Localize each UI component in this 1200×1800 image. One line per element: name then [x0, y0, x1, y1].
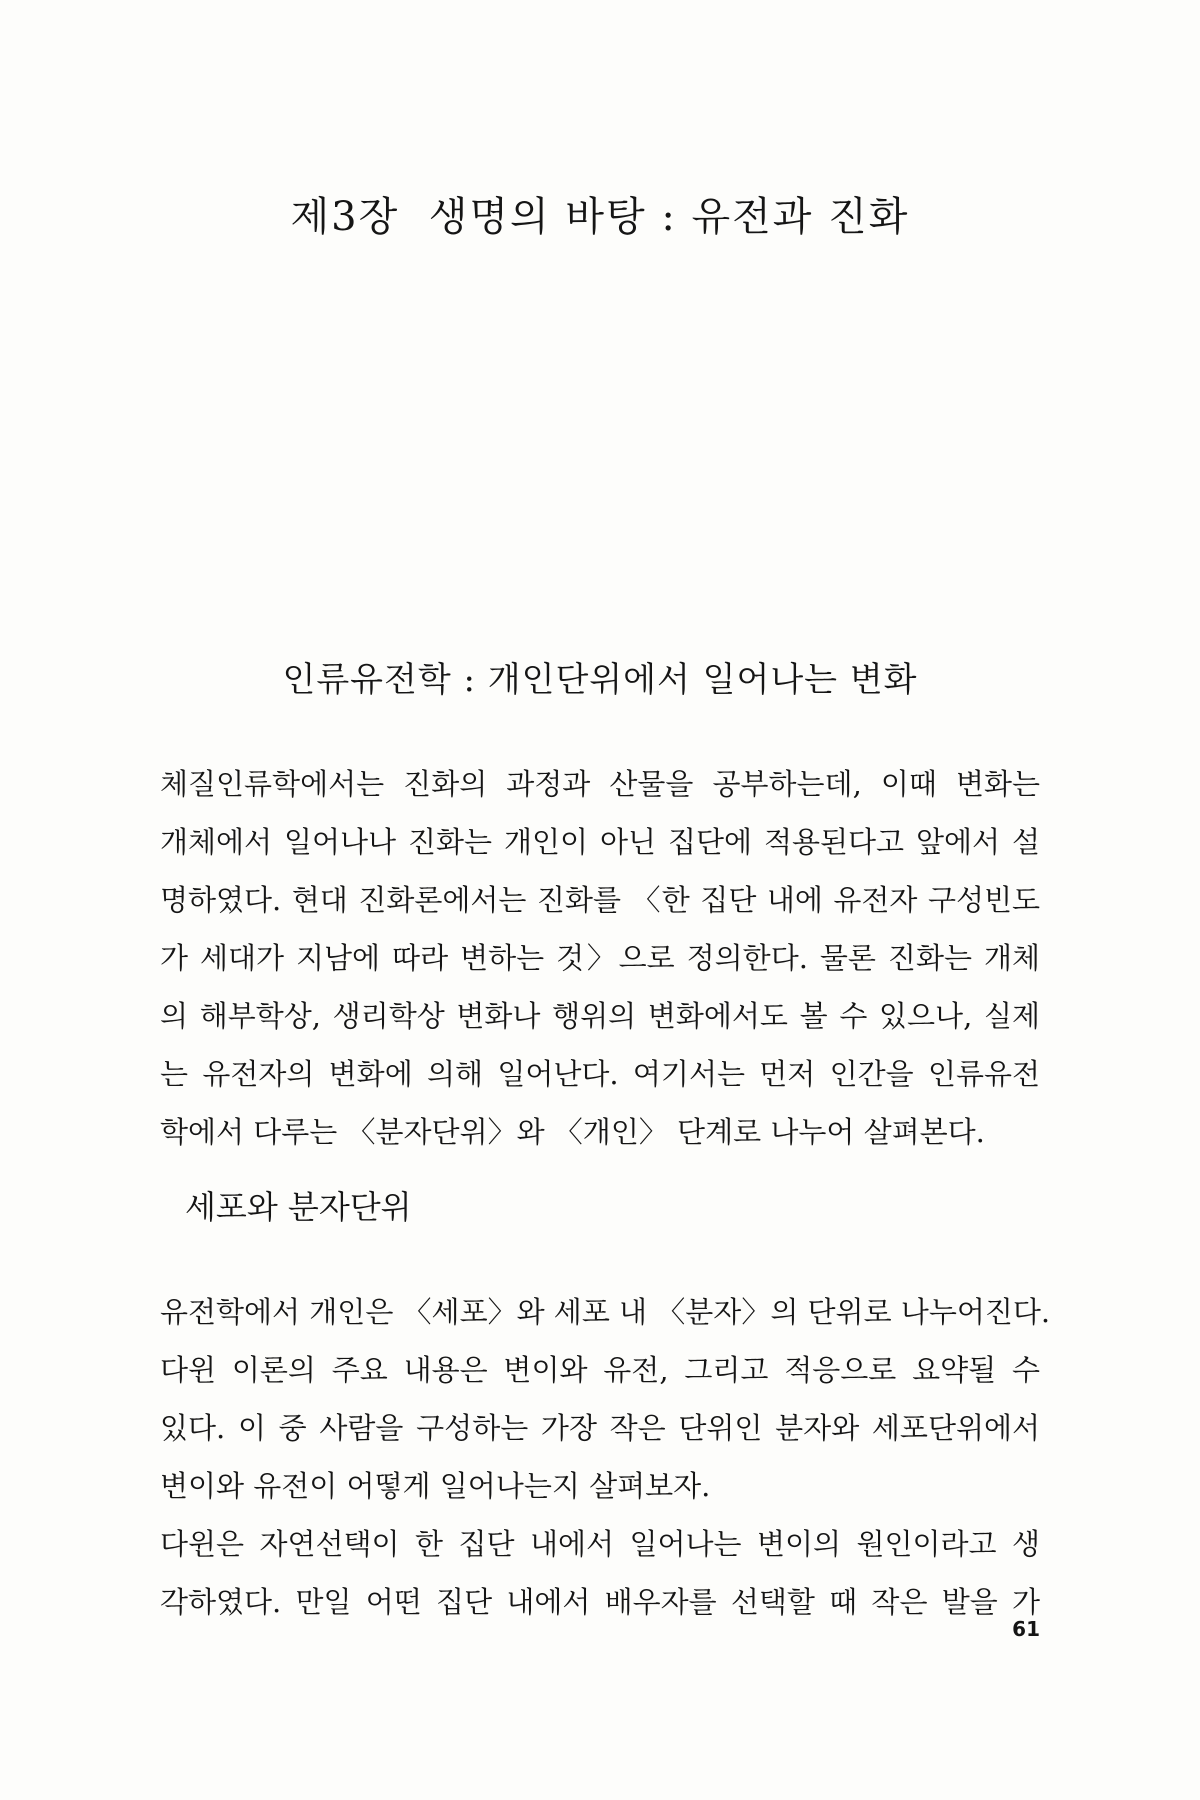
- paragraph-cells-molecules: [160, 1283, 1051, 1631]
- text-line: 체질인류학에서는 진화의 과정과 산물을 공부하는데, 이때 변화는: [160, 767, 1040, 801]
- text-line: 가 세대가 지남에 따라 변하는 것〉으로 정의한다. 물론 진화는 개체: [160, 941, 1040, 975]
- chapter-title: 제3장 생명의 바탕 : 유전과 진화: [290, 194, 910, 240]
- subsection-heading: 세포와 분자단위: [185, 1188, 412, 1226]
- paragraph-intro: [160, 755, 1040, 1161]
- page-number: 61: [1012, 1617, 1040, 1641]
- text-line: 개체에서 일어나나 진화는 개인이 아닌 집단에 적용된다고 앞에서 설: [160, 825, 1040, 859]
- text-line: 유전학에서 개인은 〈세포〉와 세포 내 〈분자〉의 단위로 나누어진다.: [160, 1295, 1051, 1329]
- section-heading: 인류유전학 : 개인단위에서 일어나는 변화: [282, 660, 918, 700]
- text-line: 학에서 다루는 〈분자단위〉와 〈개인〉 단계로 나누어 살펴본다.: [160, 1115, 985, 1149]
- text-line: 명하였다. 현대 진화론에서는 진화를 〈한 집단 내에 유전자 구성빈도: [160, 883, 1040, 917]
- text-line: 의 해부학상, 생리학상 변화나 행위의 변화에서도 볼 수 있으나, 실제: [160, 999, 1040, 1033]
- text-line: 각하였다. 만일 어떤 집단 내에서 배우자를 선택할 때 작은 발을 가: [160, 1585, 1040, 1619]
- text-line: 다윈 이론의 주요 내용은 변이와 유전, 그리고 적응으로 요약될 수: [160, 1353, 1040, 1387]
- text-line: 다윈은 자연선택이 한 집단 내에서 일어나는 변이의 원인이라고 생: [160, 1527, 1040, 1561]
- text-line: 는 유전자의 변화에 의해 일어난다. 여기서는 먼저 인간을 인류유전: [160, 1057, 1040, 1091]
- text-line: 변이와 유전이 어떻게 일어나는지 살펴보자.: [160, 1469, 711, 1503]
- text-line: 있다. 이 중 사람을 구성하는 가장 작은 단위인 분자와 세포단위에서: [160, 1411, 1040, 1445]
